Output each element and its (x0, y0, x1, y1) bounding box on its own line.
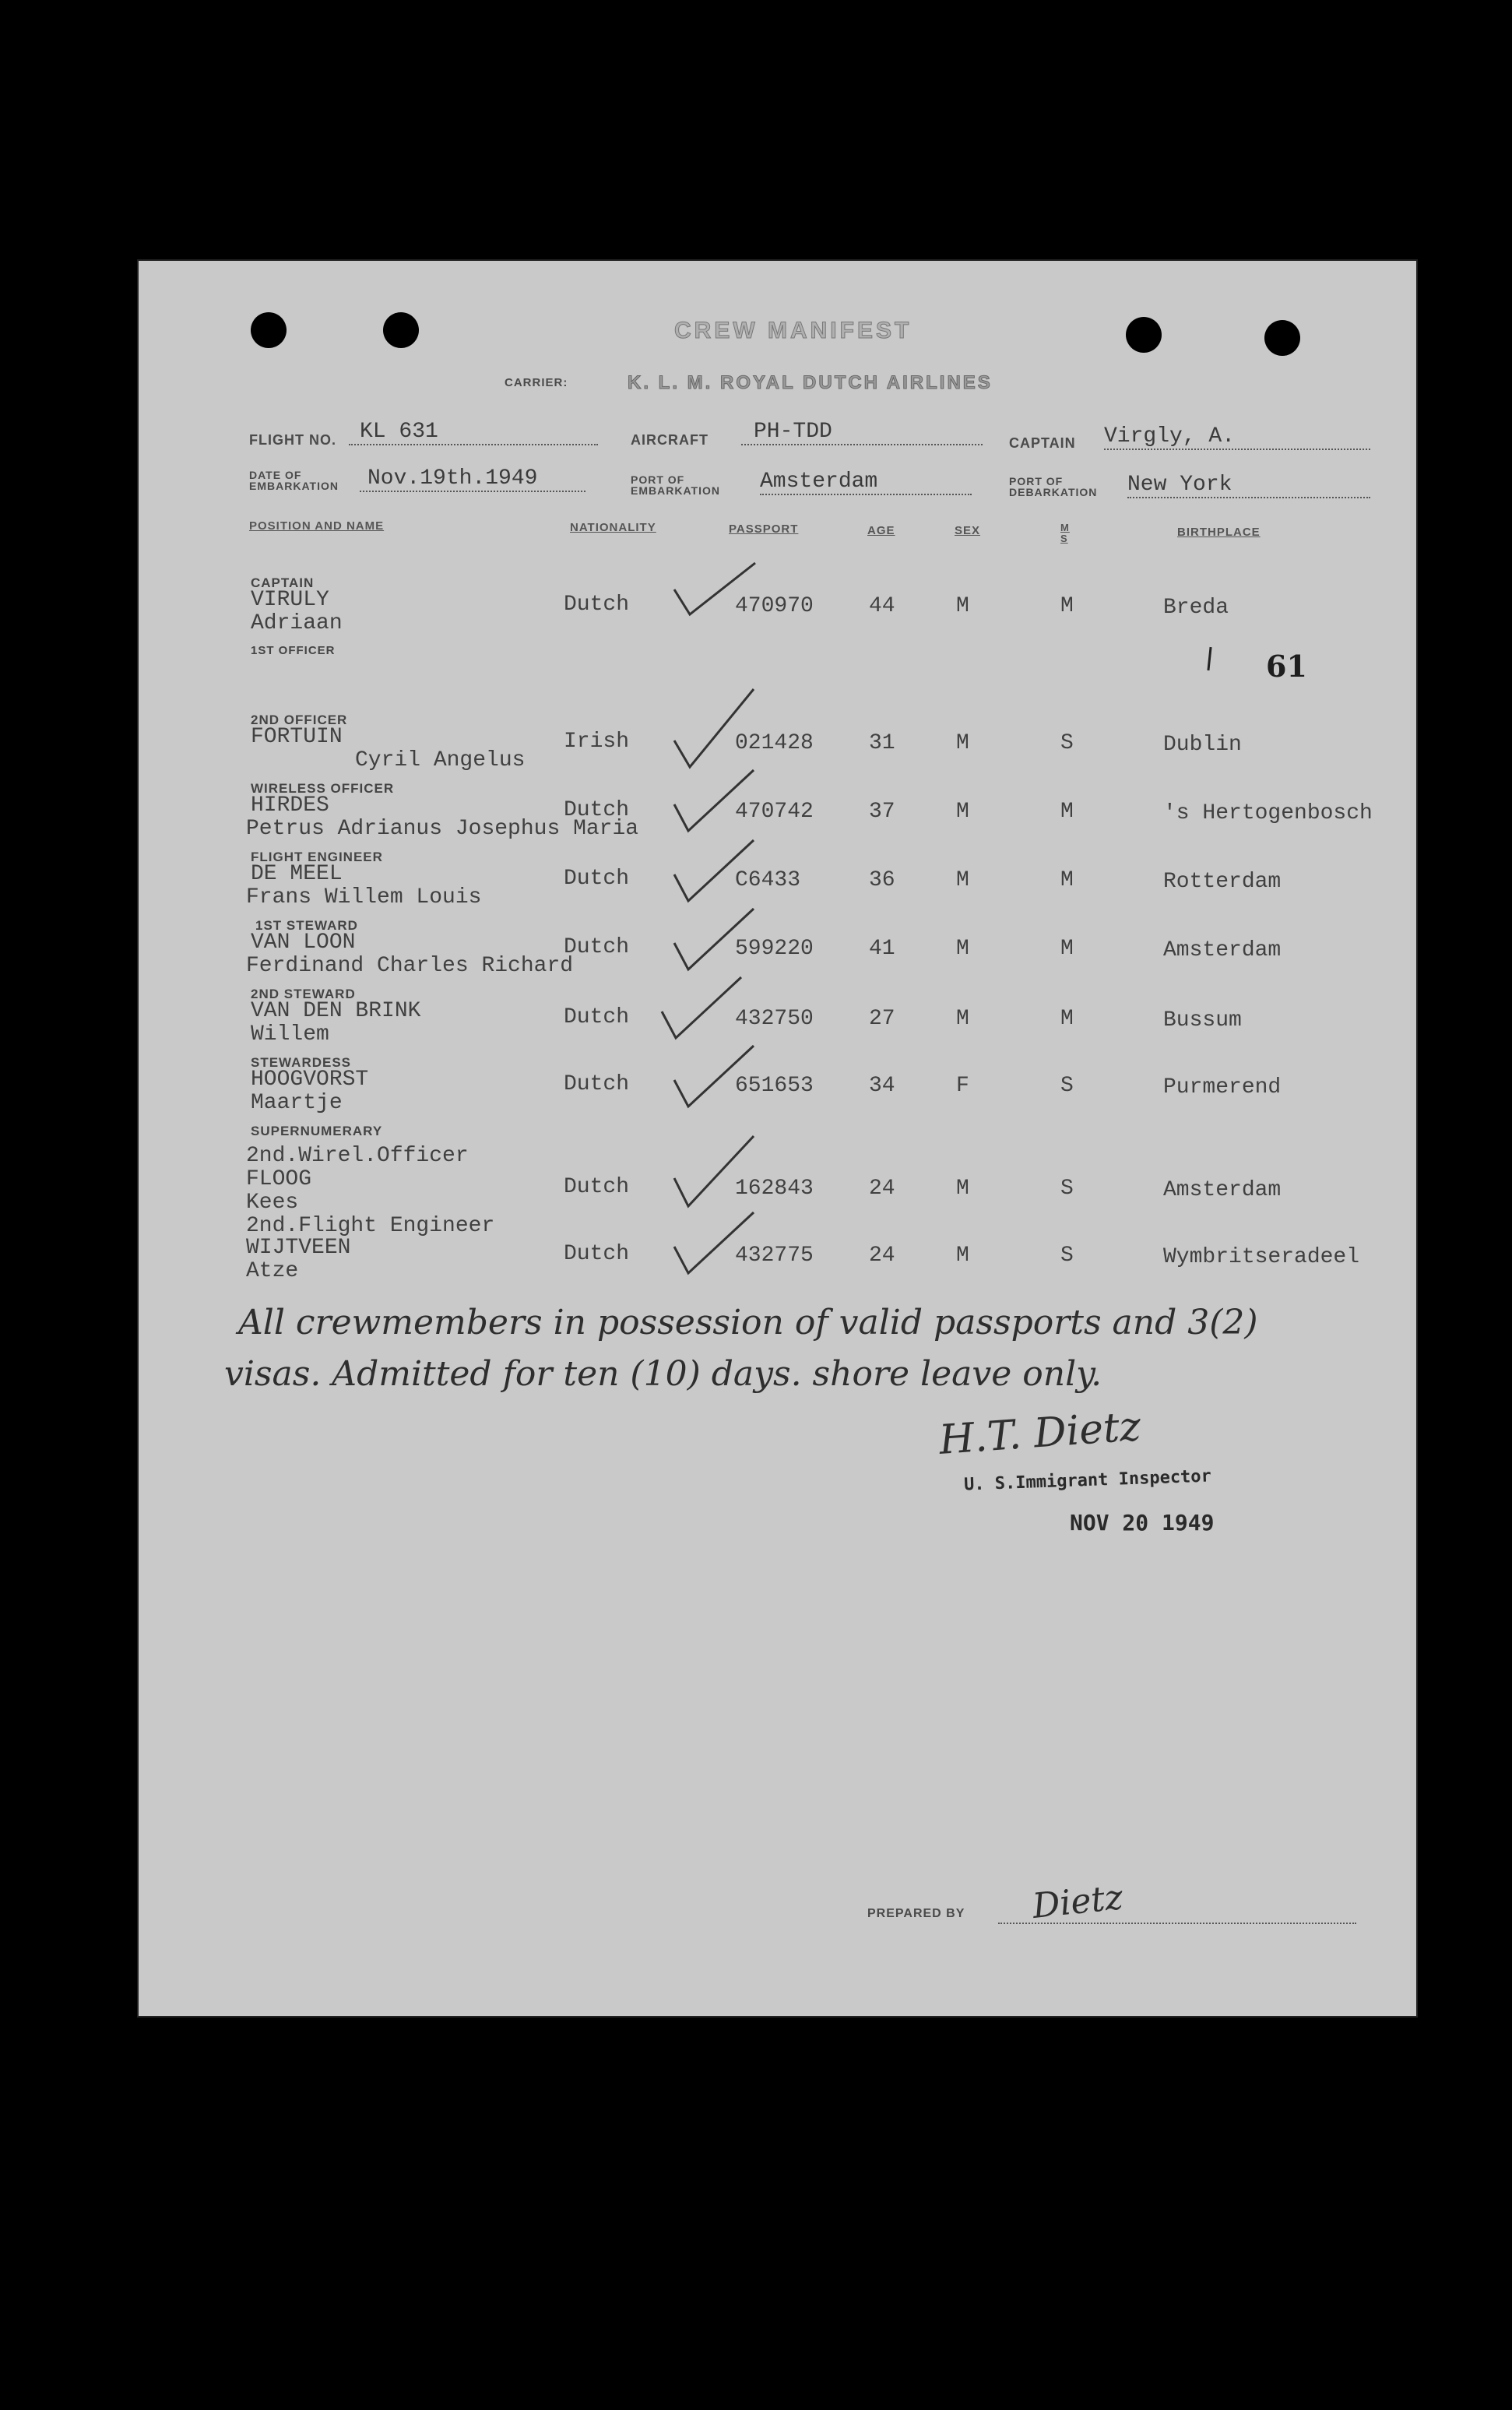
prepared-by-signature: Dietz (1030, 1877, 1125, 1926)
crew-age: 44 (869, 594, 895, 618)
crew-marital: M (1060, 800, 1074, 824)
crew-given: Adriaan (251, 611, 343, 635)
port-debark-label-line1: PORT OF (1009, 475, 1064, 487)
handwritten-note-line2: visas. Admitted for ten (10) days. shore leave only. (224, 1354, 1102, 1394)
punch-hole-3 (1126, 317, 1162, 353)
crew-position: 2nd.Wirel.Officer (246, 1144, 469, 1168)
flight-label: FLIGHT NO. (249, 432, 336, 448)
crew-nationality: Dutch (564, 1005, 630, 1029)
crew-passport: 651653 (735, 1074, 814, 1098)
crew-marital: M (1060, 868, 1074, 892)
inspector-signature: H.T. Dietz (937, 1403, 1143, 1464)
crew-surname: FORTUIN (251, 725, 343, 749)
crew-given: Ferdinand Charles Richard (246, 954, 574, 978)
checkmark-icon (673, 906, 758, 976)
crew-passport: 470742 (735, 800, 814, 824)
crew-surname: FLOOG (246, 1167, 312, 1191)
prepared-by-label: PREPARED BY (867, 1907, 965, 1920)
crew-surname: VAN LOON (251, 931, 356, 955)
port-embark-label-line1: PORT OF (631, 473, 685, 486)
aircraft-label: AIRCRAFT (631, 432, 709, 448)
crew-birthplace: Amsterdam (1163, 938, 1282, 962)
crew-age: 41 (869, 937, 895, 961)
crew-marital: S (1060, 731, 1074, 755)
punch-hole-1 (251, 312, 287, 348)
crew-passport: 162843 (735, 1177, 814, 1201)
crew-sex: M (956, 800, 969, 824)
date-embark-label (249, 470, 339, 491)
crew-position: STEWARDESS (251, 1055, 352, 1070)
crew-age: 36 (869, 868, 895, 892)
crew-given: Kees (246, 1191, 299, 1215)
col-age: AGE (867, 524, 895, 537)
crew-age: 27 (869, 1007, 895, 1031)
crew-marital: S (1060, 1244, 1074, 1268)
crew-surname: VAN DEN BRINK (251, 999, 421, 1023)
captain-label: CAPTAIN (1009, 435, 1076, 451)
col-passport: PASSPORT (729, 522, 799, 536)
crew-nationality: Irish (564, 730, 630, 754)
crew-given: Cyril Angelus (355, 748, 526, 772)
crew-passport: 021428 (735, 731, 814, 755)
crew-surname: WIJTVEEN (246, 1236, 351, 1260)
date-embark-value: Nov.19th.1949 (360, 466, 585, 492)
date-embark-label-line1: DATE OF (249, 469, 302, 481)
checkmark-icon (673, 1209, 758, 1279)
crew-marital: S (1060, 1177, 1074, 1201)
crew-nationality: Dutch (564, 867, 630, 891)
col-ms-bottom: S (1060, 533, 1068, 544)
checkmark-icon (673, 560, 758, 622)
crew-nationality: Dutch (564, 798, 630, 822)
punch-hole-2 (383, 312, 419, 348)
crew-sex: F (956, 1074, 969, 1098)
crew-sex: M (956, 1177, 969, 1201)
col-ms (1060, 522, 1070, 544)
crew-position: 1ST STEWARD (255, 918, 358, 933)
crew-position: CAPTAIN (251, 575, 315, 590)
col-ms-top: M (1060, 522, 1070, 533)
port-debark-label (1009, 476, 1097, 498)
crew-position: WIRELESS OFFICER (251, 781, 395, 796)
crew-nationality: Dutch (564, 1072, 630, 1096)
crew-position: 2nd.Flight Engineer (246, 1214, 495, 1238)
crew-nationality: Dutch (564, 1175, 630, 1199)
crew-position: 2ND STEWARD (251, 987, 356, 1001)
crew-age: 24 (869, 1177, 895, 1201)
crew-nationality: Dutch (564, 935, 630, 959)
crew-birthplace: Purmerend (1163, 1075, 1282, 1099)
crew-birthplace: Amsterdam (1163, 1178, 1282, 1202)
crew-surname: VIRULY (251, 588, 329, 612)
col-nationality: NATIONALITY (570, 521, 656, 534)
crew-given: Frans Willem Louis (246, 885, 482, 909)
crew-age: 24 (869, 1244, 895, 1268)
date-embark-label-line2: EMBARKATION (249, 480, 339, 492)
crew-nationality: Dutch (564, 1242, 630, 1266)
port-debark-value: New York (1127, 473, 1370, 498)
crew-birthplace: Bussum (1163, 1008, 1242, 1033)
crew-sex: M (956, 731, 969, 755)
crew-age: 31 (869, 731, 895, 755)
crew-given: Maartje (251, 1091, 343, 1115)
crew-marital: M (1060, 937, 1074, 961)
port-embark-label (631, 474, 720, 496)
carrier-value: K. L. M. ROYAL DUTCH AIRLINES (628, 372, 993, 393)
crew-sex: M (956, 937, 969, 961)
crew-passport: 432775 (735, 1244, 814, 1268)
aircraft-value: PH-TDD (741, 420, 983, 445)
crew-position: FLIGHT ENGINEER (251, 850, 383, 864)
col-sex: SEX (955, 524, 981, 537)
checkmark-icon (673, 1043, 758, 1113)
checkmark-icon (660, 974, 746, 1044)
crew-sex: M (956, 868, 969, 892)
manifest-sheet (137, 259, 1418, 2018)
captain-value: Virgly, A. (1104, 424, 1370, 450)
crew-age: 37 (869, 800, 895, 824)
crew-birthplace: Dublin (1163, 733, 1242, 757)
col-birthplace: BIRTHPLACE (1177, 526, 1261, 539)
crew-marital: M (1060, 594, 1074, 618)
crew-passport: 599220 (735, 937, 814, 961)
crew-sex: M (956, 594, 969, 618)
port-embark-label-line2: EMBARKATION (631, 484, 720, 497)
punch-hole-4 (1264, 320, 1300, 356)
crew-given: Petrus Adrianus Josephus Maria (246, 817, 639, 841)
crew-marital: S (1060, 1074, 1074, 1098)
crew-given: Willem (251, 1022, 329, 1047)
crew-sex: M (956, 1007, 969, 1031)
crew-age: 34 (869, 1074, 895, 1098)
checkmark-icon (673, 686, 758, 772)
inspector-title: U. S.Immigrant Inspector (963, 1466, 1212, 1495)
checkmark-icon (673, 767, 758, 837)
crew-birthplace: Rotterdam (1163, 870, 1282, 894)
first-officer-label: 1ST OFFICER (251, 644, 336, 657)
crew-surname: HIRDES (251, 793, 329, 818)
crew-nationality: Dutch (564, 593, 630, 617)
stamp-date: NOV 20 1949 (1070, 1510, 1215, 1536)
crew-passport: 470970 (735, 594, 814, 618)
col-position: POSITION AND NAME (249, 519, 385, 533)
crew-birthplace: 's Hertogenbosch (1163, 801, 1373, 825)
crew-surname: HOOGVORST (251, 1068, 369, 1092)
flight-value: KL 631 (349, 420, 598, 445)
port-embark-value: Amsterdam (760, 470, 972, 495)
crew-sex: M (956, 1244, 969, 1268)
supernumerary-label: SUPERNUMERARY (251, 1124, 383, 1138)
crew-given: Atze (246, 1259, 299, 1283)
crew-birthplace: Wymbritseradeel (1163, 1245, 1360, 1269)
port-debark-label-line2: DEBARKATION (1009, 486, 1098, 498)
carrier-label: CARRIER: (505, 376, 568, 389)
tick-mark (1207, 647, 1211, 670)
handwritten-note-line1: All crewmembers in possession of valid passports and 3(2) (238, 1303, 1258, 1342)
crew-passport: C6433 (735, 868, 801, 892)
page-number: 61 (1266, 649, 1307, 684)
checkmark-icon (673, 837, 758, 907)
checkmark-icon (673, 1133, 758, 1211)
crew-birthplace: Breda (1163, 596, 1229, 620)
crew-surname: DE MEEL (251, 862, 343, 886)
crew-passport: 432750 (735, 1007, 814, 1031)
page-title: CREW MANIFEST (674, 318, 912, 343)
crew-position: 2ND OFFICER (251, 712, 348, 727)
crew-marital: M (1060, 1007, 1074, 1031)
